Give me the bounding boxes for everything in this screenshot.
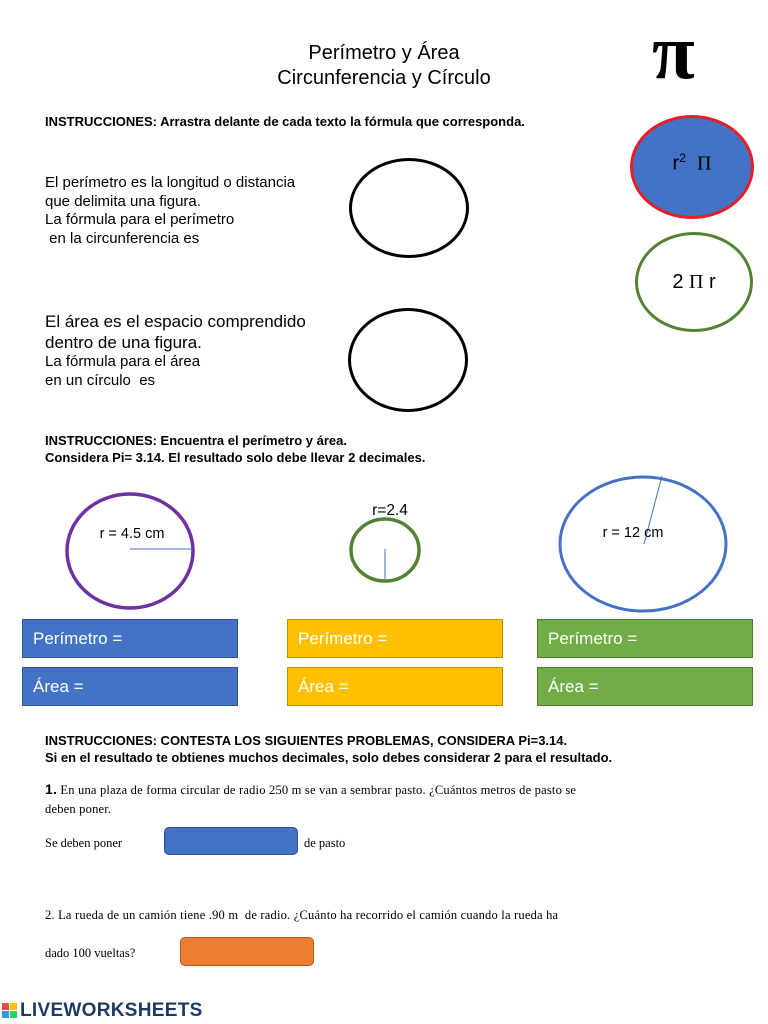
perimeter-answer-3[interactable] bbox=[537, 619, 753, 658]
area-drop-zone[interactable] bbox=[348, 308, 468, 412]
perimeter-label: Perímetro = bbox=[298, 628, 388, 648]
perimeter-description bbox=[45, 174, 295, 248]
instruction-find: INSTRUCCIONES: Encuentra el perímetro y área. Considera Pi= 3.14. El resultado solo debe llevar 2 decimales. bbox=[45, 433, 426, 465]
area-answer-3[interactable] bbox=[537, 667, 753, 706]
area-description bbox=[45, 311, 306, 390]
instruction-problems: INSTRUCCIONES: CONTESTA LOS SIGUIENTES PROBLEMAS, CONSIDERA Pi=3.14. Si en el resultado te obtienes muchos decimales, solo debes considerar 2 para el resultado. bbox=[45, 733, 613, 765]
perimeter-answer-1[interactable] bbox=[22, 619, 238, 658]
page-title-line2: Circunferencia y Círculo bbox=[277, 67, 491, 89]
area-label: Área = bbox=[33, 676, 84, 696]
area-answer-1[interactable] bbox=[22, 667, 238, 706]
perimeter-drop-zone[interactable] bbox=[349, 158, 469, 258]
circle-radius-12 bbox=[560, 477, 726, 611]
area-answer-2[interactable] bbox=[287, 667, 503, 706]
circle-radius-4-5 bbox=[67, 494, 193, 608]
problem-1-question: En una plaza de forma circular de radio 250 m se van a sembrar pasto. ¿Cuántos metros de pasto se bbox=[57, 783, 577, 797]
area-label: Área = bbox=[298, 676, 349, 696]
instruction-drag: INSTRUCCIONES: Arrastra delante de cada texto la fórmula que corresponda. bbox=[45, 114, 525, 129]
formula-area-token[interactable] bbox=[630, 115, 754, 219]
problem-1-suffix: de pasto bbox=[304, 836, 346, 850]
problem-2-text: 2. La rueda de un camión tiene .90 m de radio. ¿Cuánto ha recorrido el camión cuando la rueda ha bbox=[45, 908, 559, 922]
radius-circles bbox=[0, 470, 768, 620]
problem-1-text bbox=[45, 780, 576, 819]
perimeter-text-line: en la circunferencia es bbox=[45, 229, 200, 247]
liveworksheets-logo-icon bbox=[2, 1003, 18, 1019]
perimeter-text-line: La fórmula para el perímetro bbox=[45, 211, 235, 228]
problem-1-question-end: deben poner. bbox=[45, 802, 112, 816]
perimeter-text-line: que delimita una figura. bbox=[45, 192, 201, 210]
problem-1-answer-input[interactable] bbox=[164, 827, 298, 855]
circle1-label: r = 4.5 cm bbox=[99, 526, 165, 542]
area-text-line: en un círculo es bbox=[45, 371, 156, 389]
problem-2-answer-input[interactable] bbox=[180, 937, 314, 966]
area-text-line: dentro de una figura. bbox=[45, 333, 202, 352]
formula-area-text: $r^2$ Π bbox=[672, 150, 712, 175]
problem-1-prefix: Se deben poner bbox=[45, 836, 123, 850]
perimeter-answer-2[interactable] bbox=[287, 619, 503, 658]
area-label: Área = bbox=[548, 676, 599, 696]
perimeter-label: Perímetro = bbox=[548, 628, 638, 648]
page-title-line1: Perímetro y Área bbox=[308, 42, 460, 64]
formula-perimeter-token[interactable] bbox=[635, 232, 753, 332]
perimeter-label: Perímetro = bbox=[33, 628, 123, 648]
circle3-label: r = 12 cm bbox=[602, 525, 664, 541]
area-text-line: El área es el espacio comprendido bbox=[45, 312, 306, 331]
perimeter-text-line: El perímetro es la longitud o distancia bbox=[45, 174, 296, 191]
problem-1-number: 1. bbox=[45, 781, 58, 797]
footer-brand: LIVEWORKSHEETS bbox=[20, 1000, 203, 1021]
area-text-line: La fórmula para el área bbox=[45, 353, 201, 370]
problem-2-text-end: dado 100 vueltas? bbox=[45, 946, 136, 960]
pi-symbol: π bbox=[652, 8, 695, 95]
circle2-label: r=2.4 bbox=[372, 502, 408, 519]
footer-logo bbox=[2, 1000, 203, 1022]
formula-perimeter-text: 2 Π r bbox=[672, 270, 716, 293]
